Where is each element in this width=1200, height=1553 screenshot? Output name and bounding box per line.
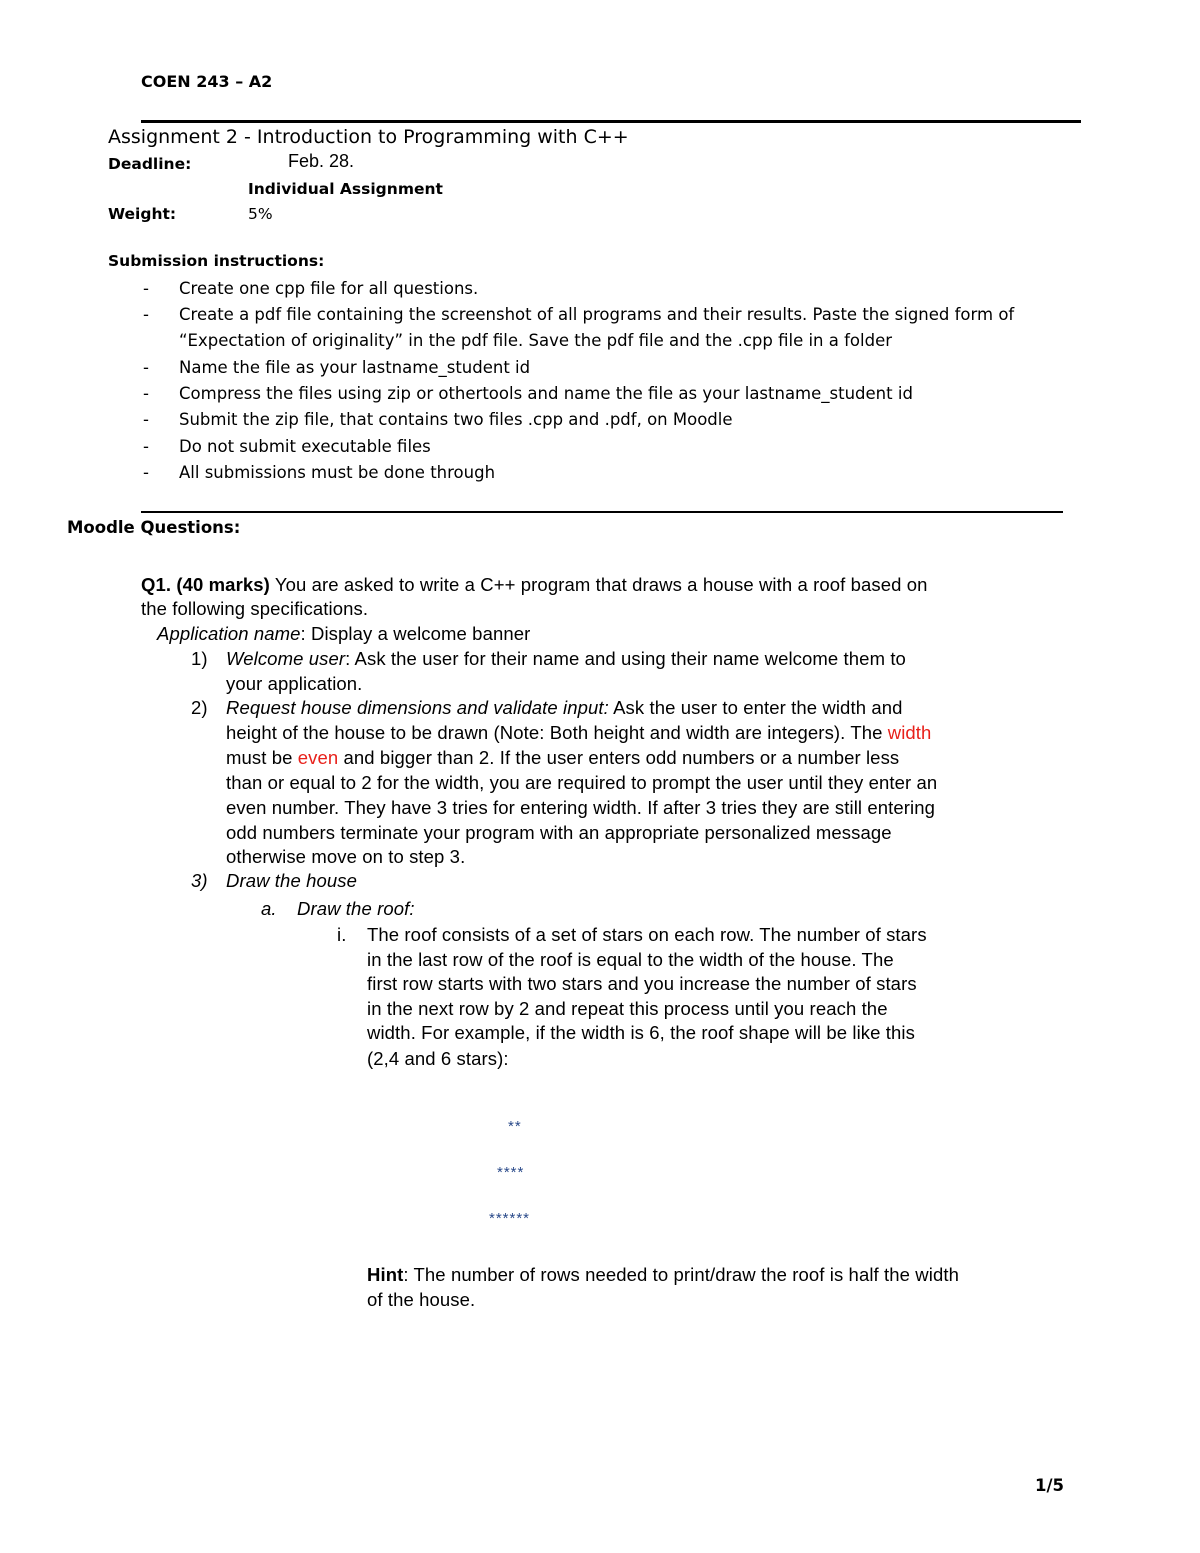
roof-text-line: (2,4 and 6 stars): bbox=[367, 1048, 509, 1069]
deadline-value: Feb. 28. bbox=[288, 151, 355, 171]
roof-text-line: in the last row of the roof is equal to the width of the house. The bbox=[367, 949, 894, 970]
assignment-type: Individual Assignment bbox=[248, 180, 443, 198]
list-item: “Expectation of originality” in the pdf file. Save the pdf file and the .cpp file in a folder bbox=[179, 331, 893, 350]
weight-label: Weight: bbox=[108, 205, 177, 223]
highlight-width: width bbox=[887, 722, 932, 743]
step-2-text: height of the house to be drawn (Note: Both height and width are integers). The width bbox=[226, 722, 932, 743]
hint-line: of the house. bbox=[367, 1289, 476, 1310]
list-bullet: - bbox=[143, 358, 149, 377]
roof-star-row: ****** bbox=[489, 1210, 531, 1227]
list-item: Submit the zip file, that contains two files .cpp and .pdf, on Moodle bbox=[179, 410, 733, 429]
step-2-text: odd numbers terminate your program with an appropriate personalized message bbox=[226, 822, 892, 843]
substep-letter: a. bbox=[261, 898, 277, 919]
document-header: COEN 243 – A2 bbox=[141, 72, 273, 91]
q1-intro-line: Q1. (40 marks) You are asked to write a C++ program that draws a house with a roof based on bbox=[141, 574, 928, 595]
page-number: 1/5 bbox=[1035, 1476, 1064, 1495]
highlight-even: even bbox=[297, 747, 339, 768]
step-2-text: than or equal to 2 for the width, you are required to prompt the user until they enter an bbox=[226, 772, 938, 793]
roof-text-line: width. For example, if the width is 6, the roof shape will be like this bbox=[367, 1022, 915, 1043]
list-bullet: - bbox=[143, 463, 149, 482]
list-bullet: - bbox=[143, 410, 149, 429]
application-name: Application name: Display a welcome banner bbox=[157, 623, 531, 644]
list-bullet: - bbox=[143, 305, 149, 324]
roof-star-row: ** bbox=[508, 1118, 522, 1135]
list-item: Name the file as your lastname_student id bbox=[179, 358, 531, 377]
hint-line: Hint: The number of rows needed to print/draw the roof is half the width bbox=[367, 1264, 959, 1285]
list-item: Compress the files using zip or othertools and name the file as your lastname_student id bbox=[179, 384, 913, 403]
q1-intro-line: the following specifications. bbox=[141, 598, 369, 619]
hint-label: Hint bbox=[367, 1264, 404, 1285]
list-bullet: - bbox=[143, 437, 149, 456]
step-number: 2) bbox=[191, 697, 208, 718]
step-3-text: Draw the house bbox=[226, 870, 357, 891]
deadline-label: Deadline: bbox=[108, 155, 192, 173]
list-item: Create one cpp file for all questions. bbox=[179, 279, 479, 298]
list-item: Create a pdf file containing the screenshot of all programs and their results. Paste the signed form of bbox=[179, 305, 1015, 324]
roman-numeral: i. bbox=[337, 924, 347, 945]
list-bullet: - bbox=[143, 279, 149, 298]
roof-text-line: in the next row by 2 and repeat this process until you reach the bbox=[367, 998, 888, 1019]
step-number: 3) bbox=[191, 870, 208, 891]
substep-3a-text: Draw the roof: bbox=[297, 898, 415, 919]
list-bullet: - bbox=[143, 384, 149, 403]
step-2-text: must be even and bigger than 2. If the user enters odd numbers or a number less bbox=[226, 747, 900, 768]
submission-heading: Submission instructions: bbox=[108, 252, 325, 270]
moodle-heading: Moodle Questions: bbox=[67, 518, 241, 537]
step-1-text: Welcome user: Ask the user for their name and using their name welcome them to bbox=[226, 648, 906, 669]
list-item: Do not submit executable files bbox=[179, 437, 431, 456]
section-rule bbox=[141, 511, 1063, 513]
step-2-text: Request house dimensions and validate input: Ask the user to enter the width and bbox=[226, 697, 903, 718]
step-2-text: otherwise move on to step 3. bbox=[226, 846, 466, 867]
step-number: 1) bbox=[191, 648, 208, 669]
assignment-title: Assignment 2 - Introduction to Programming with C++ bbox=[108, 126, 629, 148]
roof-star-row: **** bbox=[497, 1164, 525, 1181]
step-1-text: your application. bbox=[226, 673, 363, 694]
q1-label: Q1. (40 marks) bbox=[141, 574, 270, 595]
weight-value: 5% bbox=[248, 205, 273, 223]
roof-text-line: The roof consists of a set of stars on each row. The number of stars bbox=[367, 924, 927, 945]
roof-text-line: first row starts with two stars and you increase the number of stars bbox=[367, 973, 917, 994]
list-item: All submissions must be done through bbox=[179, 463, 496, 482]
step-2-text: even number. They have 3 tries for entering width. If after 3 tries they are still entering bbox=[226, 797, 936, 818]
header-rule bbox=[141, 120, 1081, 123]
